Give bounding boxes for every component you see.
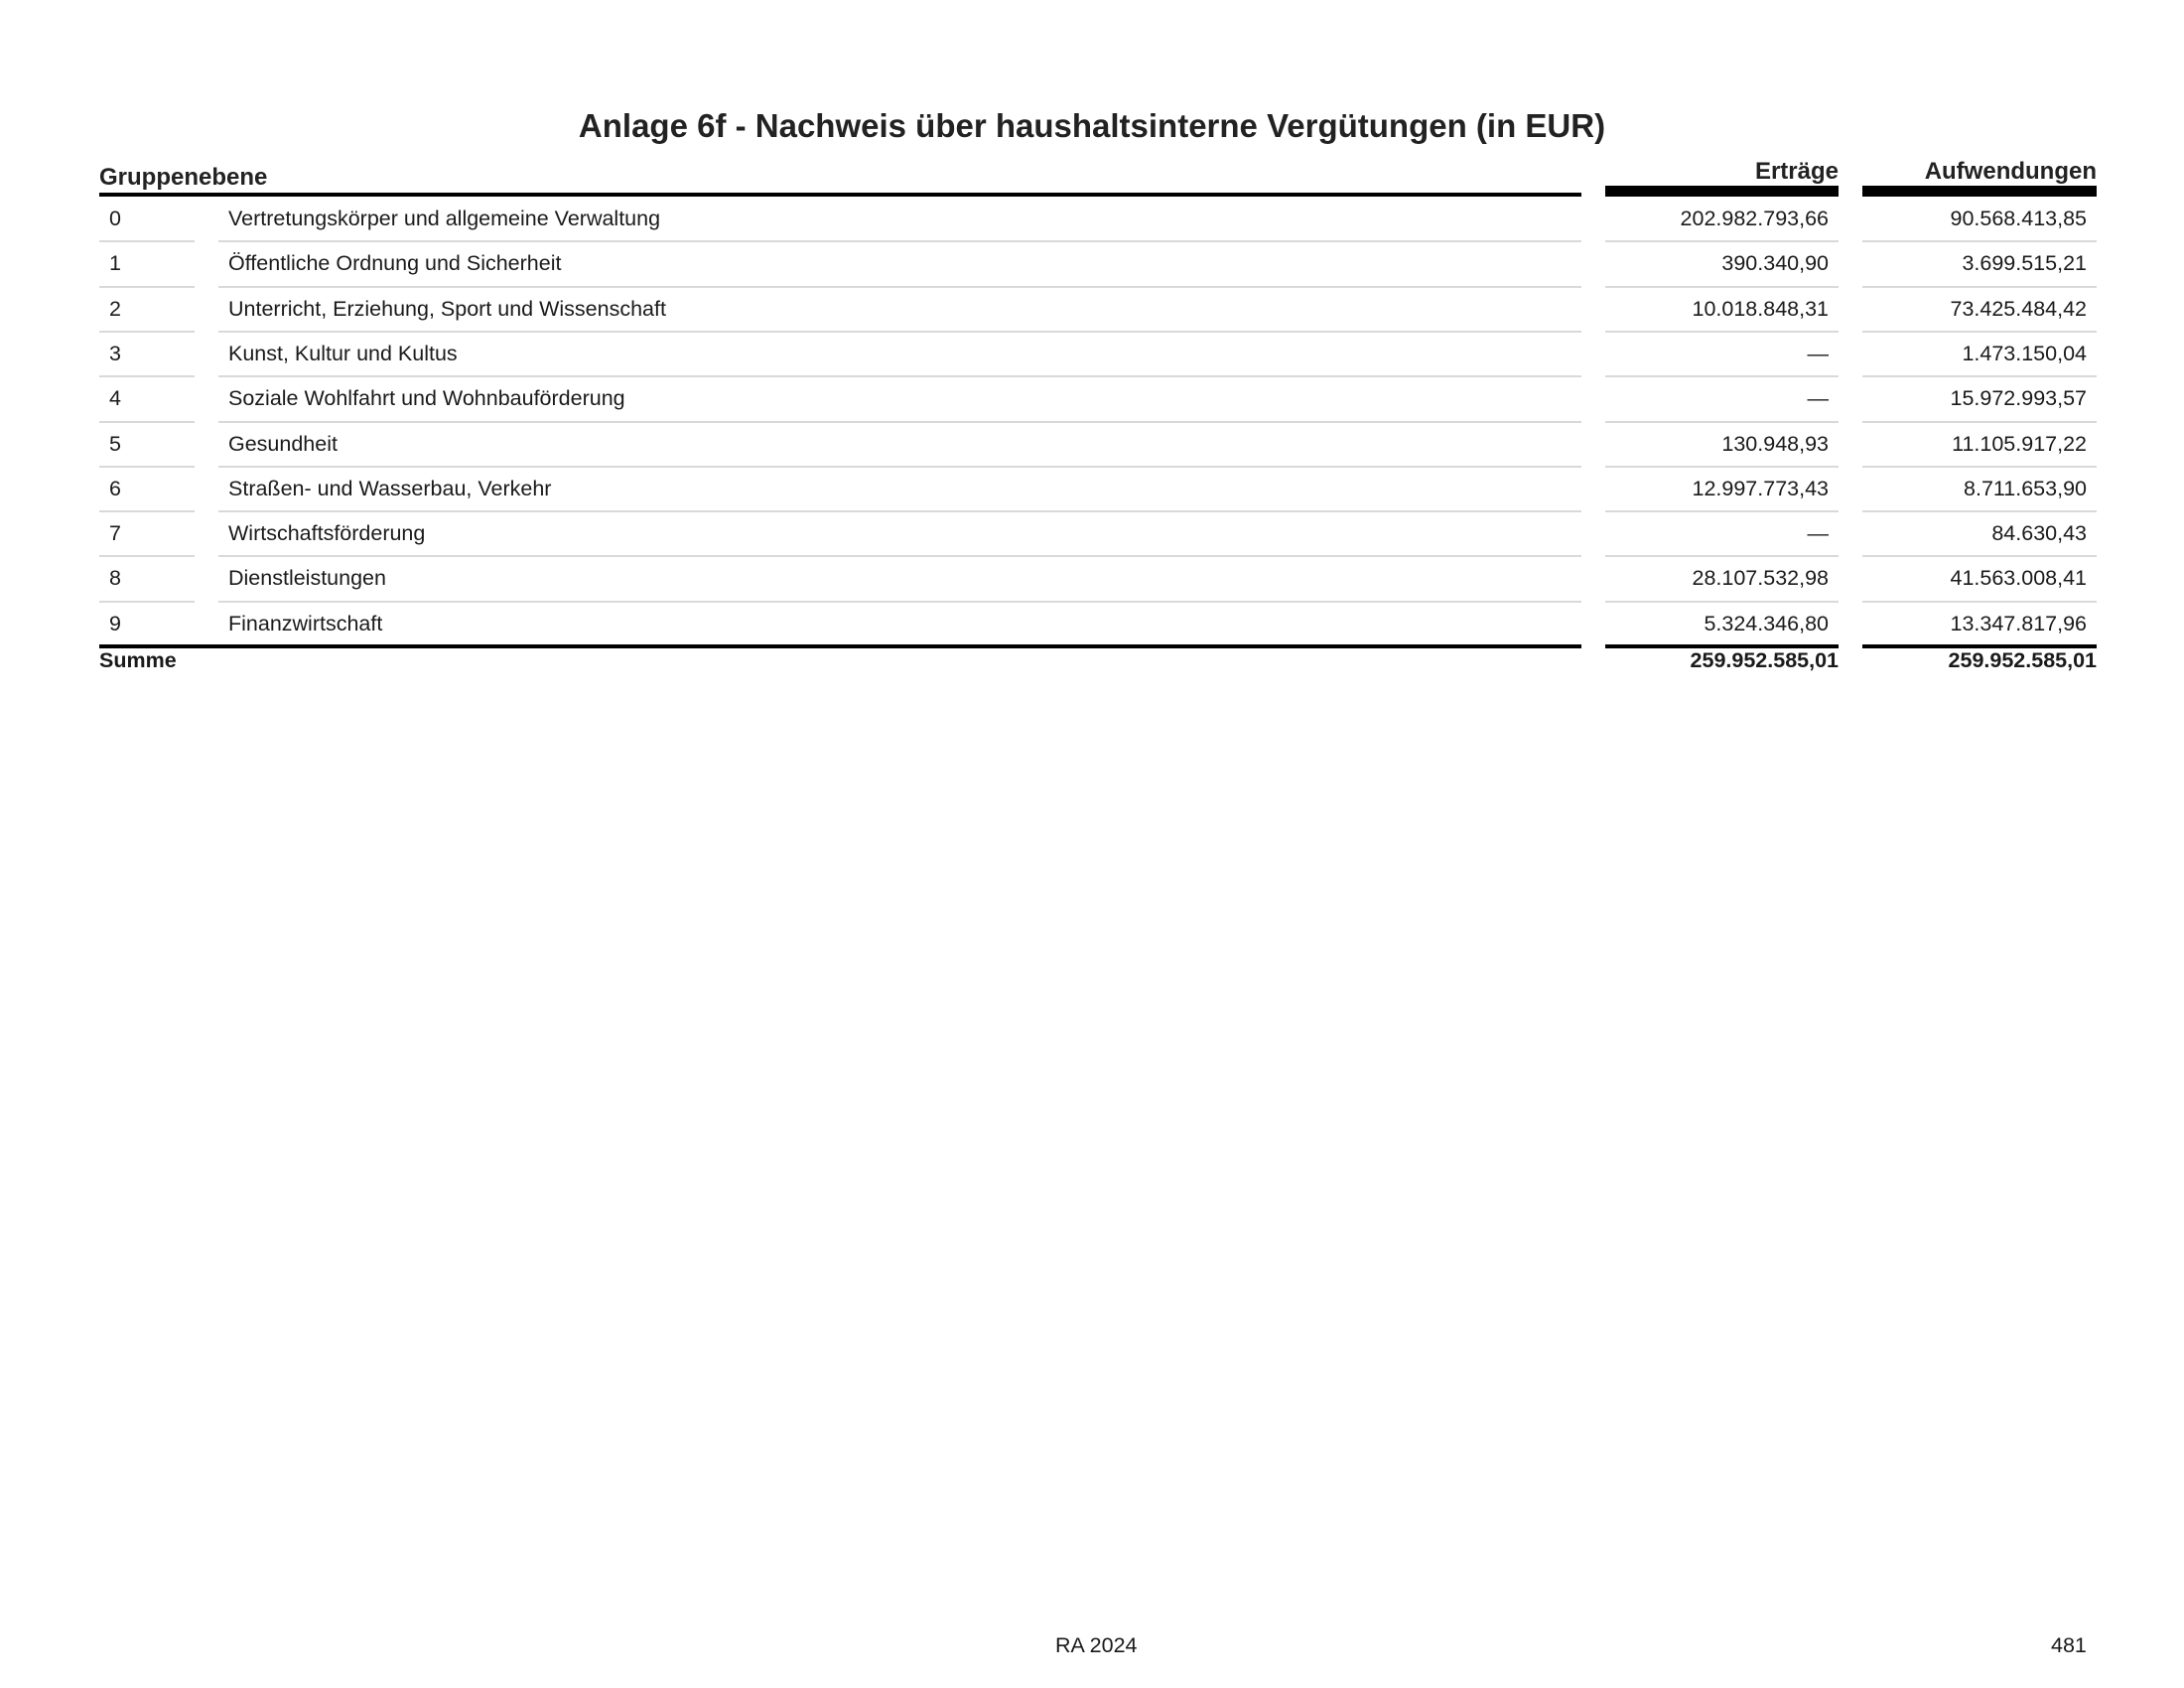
row-code: 3 <box>109 342 121 365</box>
row-revenue: 28.107.532,98 <box>1692 566 1829 590</box>
row-code: 1 <box>109 251 121 275</box>
row-divider <box>218 555 1581 557</box>
row-revenue: 202.982.793,66 <box>1680 207 1829 230</box>
row-label: Dienstleistungen <box>228 566 386 590</box>
total-rule-group <box>99 644 1581 648</box>
row-revenue: 5.324.346,80 <box>1704 612 1829 635</box>
row-label: Soziale Wohlfahrt und Wohnbauförderung <box>228 386 625 410</box>
row-expenses: 73.425.484,42 <box>1950 297 2087 321</box>
row-label: Straßen- und Wasserbau, Verkehr <box>228 477 552 500</box>
row-divider <box>218 601 1581 603</box>
column-header-revenue: Erträge <box>1754 158 1839 185</box>
page-title: Anlage 6f - Nachweis über haushaltsinterne Vergütungen (in EUR) <box>578 107 1606 144</box>
row-expenses: 8.711.653,90 <box>1964 477 2087 500</box>
row-code: 2 <box>109 297 121 321</box>
total-label: Summe <box>99 648 177 672</box>
row-revenue: 390.340,90 <box>1721 251 1829 275</box>
row-expenses: 1.473.150,04 <box>1962 342 2087 365</box>
row-code: 6 <box>109 477 121 500</box>
total-revenue: 259.952.585,01 <box>1690 648 1839 672</box>
row-code: 9 <box>109 612 121 635</box>
row-code: 4 <box>109 386 121 410</box>
row-revenue: 12.997.773,43 <box>1692 477 1829 500</box>
row-expenses: 3.699.515,21 <box>1962 251 2087 275</box>
row-label: Kunst, Kultur und Kultus <box>228 342 458 365</box>
row-revenue: 10.018.848,31 <box>1692 297 1829 321</box>
row-label: Gesundheit <box>228 432 338 456</box>
row-label: Öffentliche Ordnung und Sicherheit <box>228 251 562 275</box>
row-expenses: 84.630,43 <box>1991 521 2087 545</box>
row-expenses: 13.347.817,96 <box>1950 612 2087 635</box>
row-revenue: — <box>1807 386 1829 410</box>
column-header-expenses: Aufwendungen <box>1924 158 2097 185</box>
row-code: 0 <box>109 207 121 230</box>
column-header-group: Gruppenebene <box>99 164 268 191</box>
row-code: 7 <box>109 521 121 545</box>
row-label: Unterricht, Erziehung, Sport und Wissenschaft <box>228 297 666 321</box>
row-label: Wirtschaftsförderung <box>228 521 426 545</box>
row-code: 5 <box>109 432 121 456</box>
page-number: 481 <box>2051 1633 2087 1657</box>
row-code: 8 <box>109 566 121 590</box>
header-rule-expenses <box>1862 186 2097 197</box>
row-label: Finanzwirtschaft <box>228 612 383 635</box>
footer-report: RA 2024 <box>1055 1633 1138 1657</box>
row-expenses: 90.568.413,85 <box>1950 207 2087 230</box>
row-expenses: 15.972.993,57 <box>1950 386 2087 410</box>
total-expenses: 259.952.585,01 <box>1948 648 2097 672</box>
row-expenses: 41.563.008,41 <box>1950 566 2087 590</box>
row-divider <box>218 421 1581 423</box>
row-expenses: 11.105.917,22 <box>1952 432 2087 456</box>
row-revenue: — <box>1807 521 1829 545</box>
header-rule-revenue <box>1605 186 1839 197</box>
row-label: Vertretungskörper und allgemeine Verwaltung <box>228 207 661 230</box>
row-revenue: 130.948,93 <box>1721 432 1829 456</box>
row-revenue: — <box>1807 342 1829 365</box>
